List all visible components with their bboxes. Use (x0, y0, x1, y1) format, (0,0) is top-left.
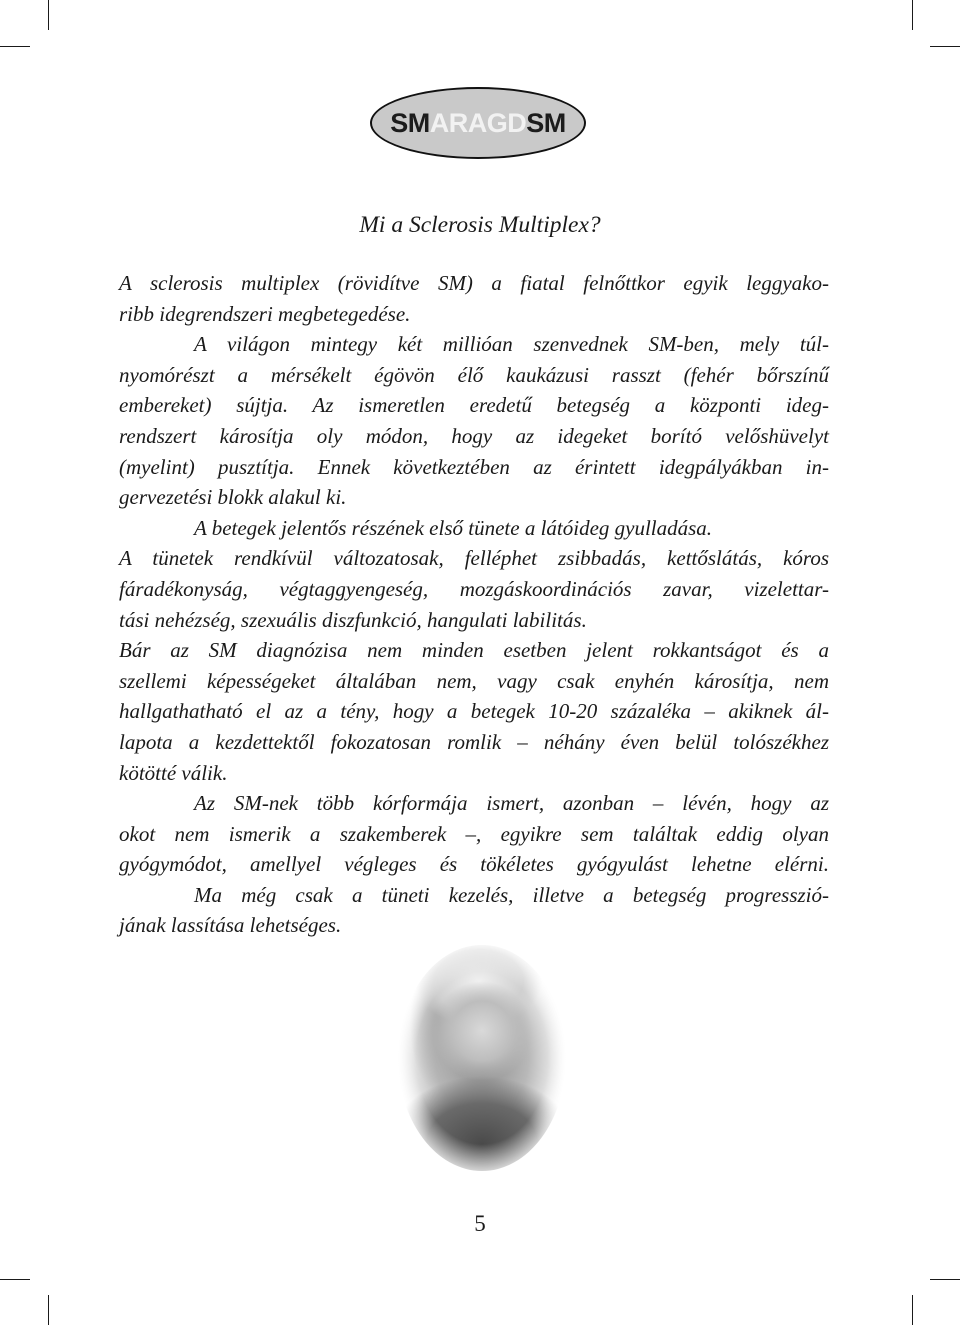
text-line: (myelint) pusztítja. Ennek következtében az érintett idegpályákban in- (119, 454, 829, 479)
text-line: Az SM-nek több kórformája ismert, azonban – lévén, hogy az (194, 791, 829, 816)
body-text (119, 268, 829, 941)
crop-mark (48, 0, 49, 30)
crop-mark (0, 46, 30, 47)
text-line: rendszert károsítja oly módon, hogy az idegeket borító velőshüvelyt (119, 423, 829, 448)
text-line: nyomórészt a mérsékelt égövön élő kaukázusi rasszt (fehér bőrszínű (119, 362, 829, 387)
text-line: hallgathatható el az a tény, hogy a betegek 10-20 százaléka – akiknek ál- (119, 699, 829, 724)
page-number: 5 (474, 1211, 486, 1236)
crop-mark (0, 1279, 30, 1280)
crop-mark (912, 0, 913, 30)
crop-mark (912, 1295, 913, 1325)
text-line: jának lassítása lehetséges. (119, 913, 342, 938)
text-line: embereket) sújtja. Az ismeretlen eredetű betegség a központi ideg- (119, 393, 829, 418)
logo-text: SMARAGDSM (390, 107, 566, 138)
text-line: gervezetési blokk alakul ki. (119, 485, 347, 510)
crop-mark (48, 1295, 49, 1325)
text-line: gyógymódot, amellyel végleges és tökéletes gyógyulást lehetne elérni. (119, 852, 829, 877)
text-line: fáradékonyság, végtaggyengeség, mozgáskoordinációs zavar, vizelettar- (119, 576, 829, 601)
text-line: A sclerosis multiplex (rövidítve SM) a fiatal felnőttkor egyik leggyako- (119, 271, 829, 295)
page-title: Mi a Sclerosis Multiplex? (359, 212, 601, 238)
logo (370, 87, 586, 159)
text-line: tási nehézség, szexuális diszfunkció, hangulati labilitás. (119, 607, 587, 632)
photo-vignette (388, 935, 576, 1181)
text-line: Ma még csak a tüneti kezelés, illetve a betegség progresszió- (194, 882, 829, 907)
text-line: okot nem ismerik a szakemberek –, egyikre sem találtak eddig olyan (119, 821, 829, 846)
text-line: lapota a kezdettektől fokozatosan romlik – néhány éven belül tolószékhez (119, 729, 829, 754)
crop-mark (930, 1279, 960, 1280)
text-line: A betegek jelentős részének első tünete a látóideg gyulladása. (194, 515, 713, 540)
text-line: kötötté válik. (119, 760, 228, 785)
text-line: A világon mintegy két millióan szenvednek SM-ben, mely túl- (194, 332, 829, 357)
crop-mark (930, 46, 960, 47)
text-line: A tünetek rendkívül változatosak, felléphet zsibbadás, kettőslátás, kóros (119, 546, 829, 571)
text-line: ribb idegrendszeri megbetegedése. (119, 301, 411, 326)
text-line: szellemi képességeket általában nem, vagy csak enyhén károsítja, nem (119, 668, 829, 693)
text-line: Bár az SM diagnózisa nem minden esetben jelent rokkantságot és a (119, 638, 829, 663)
